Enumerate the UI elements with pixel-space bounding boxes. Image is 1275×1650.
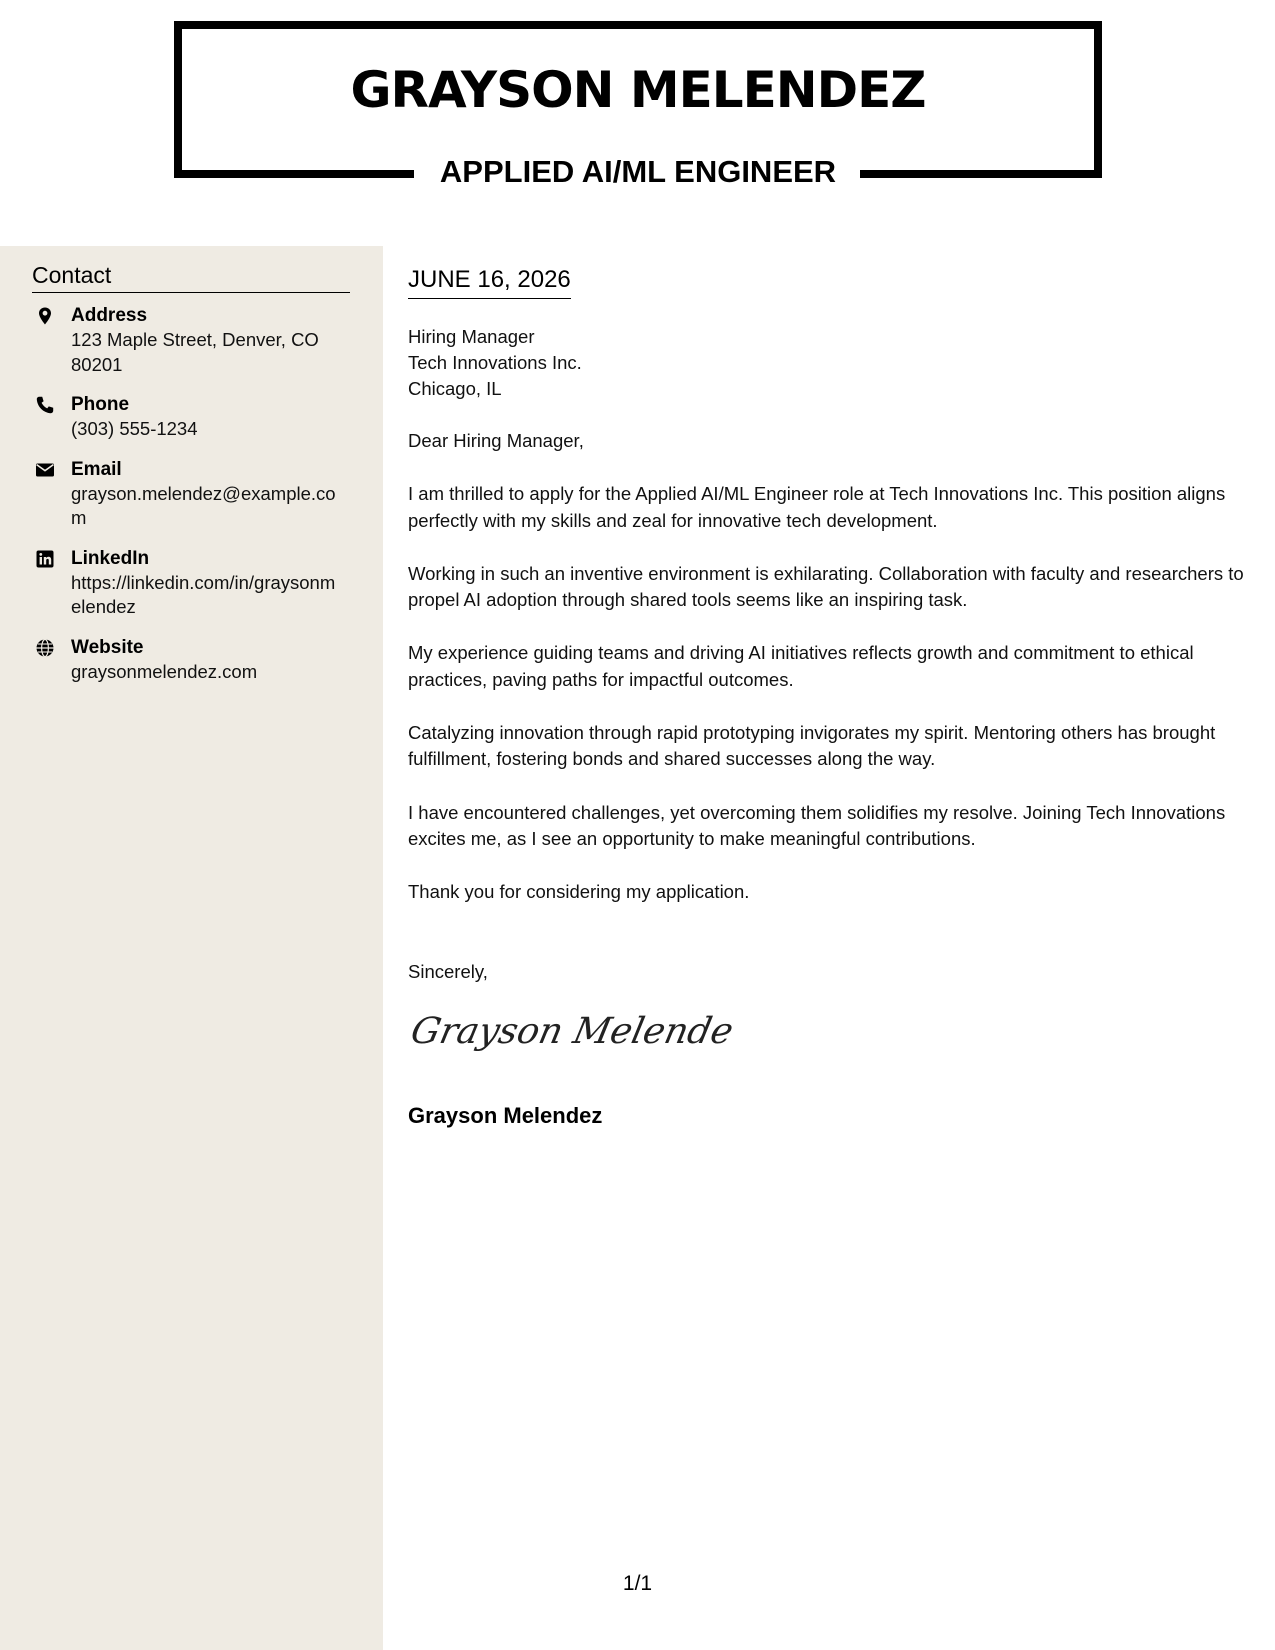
contact-value: (303) 555-1234 bbox=[71, 418, 198, 439]
phone-icon bbox=[35, 395, 55, 415]
recipient-line: Chicago, IL bbox=[408, 378, 502, 399]
envelope-icon bbox=[35, 460, 55, 480]
linkedin-icon bbox=[35, 549, 55, 569]
paragraph: Catalyzing innovation through rapid prototyping invigorates my spirit. Mentoring others has brought fulfillment, fostering bonds and shared successes along the way. bbox=[408, 722, 1216, 770]
contact-item-email bbox=[32, 458, 352, 531]
paragraph: Working in such an inventive environment is exhilarating. Collaboration with faculty and researchers to propel AI adoption through shared tools seems like an inspiring task. bbox=[408, 562, 1244, 611]
contact-heading: Contact bbox=[32, 260, 350, 293]
contact-label: Website bbox=[71, 636, 144, 658]
recipient-line: Hiring Manager bbox=[408, 326, 535, 347]
contact-item-address bbox=[32, 304, 352, 377]
paragraph: I have encountered challenges, yet overcoming them solidifies my resolve. Joining Tech Innovations excites me, as I see an opportunity to make meaningful contributions. bbox=[408, 801, 1226, 849]
contact-item-linkedin bbox=[32, 547, 352, 620]
contact-value: grayson.melendez@example.com bbox=[71, 482, 336, 528]
globe-icon bbox=[35, 638, 55, 658]
contact-label: Phone bbox=[71, 394, 130, 415]
candidate-name: GRAYSON MELENDEZ bbox=[350, 61, 926, 119]
contact-value: graysonmelendez.com bbox=[71, 660, 258, 682]
salutation: Dear Hiring Manager, bbox=[408, 430, 584, 451]
contact-value: 123 Maple Street, Denver, CO 80201 bbox=[71, 329, 319, 375]
contact-sidebar bbox=[0, 246, 383, 1650]
paragraph: I am thrilled to apply for the Applied AI/ML Engineer role at Tech Innovations Inc. This position aligns perfectly with my skills and zeal for innovative tech development. bbox=[408, 483, 1226, 531]
contact-label: Email bbox=[71, 458, 122, 480]
signature bbox=[407, 1001, 738, 1059]
contact-list bbox=[32, 304, 352, 700]
signature-text: Grayson Melende bbox=[407, 1009, 738, 1052]
paragraph: My experience guiding teams and driving AI initiatives reflects growth and commitment to ethical practices, paving paths for impactful outcomes. bbox=[408, 642, 1194, 690]
recipient-block bbox=[408, 324, 582, 402]
signer-name: Grayson Melendez bbox=[408, 1103, 603, 1128]
closing: Sincerely, bbox=[408, 961, 488, 982]
paragraph: Thank you for considering my application. bbox=[408, 881, 750, 903]
job-title: APPLIED AI/ML ENGINEER bbox=[439, 154, 837, 189]
page-number: 1/1 bbox=[622, 1572, 653, 1595]
contact-value: https://linkedin.com/in/graysonmelendez bbox=[71, 571, 336, 617]
contact-label: Address bbox=[71, 305, 148, 326]
recipient-line: Tech Innovations Inc. bbox=[408, 352, 582, 373]
contact-item-phone bbox=[32, 393, 352, 442]
letter-text bbox=[408, 428, 1250, 933]
contact-item-website bbox=[32, 636, 352, 685]
contact-label: LinkedIn bbox=[71, 547, 150, 569]
location-pin-icon bbox=[35, 306, 55, 326]
letter-date: JUNE 16, 2026 bbox=[408, 264, 571, 299]
